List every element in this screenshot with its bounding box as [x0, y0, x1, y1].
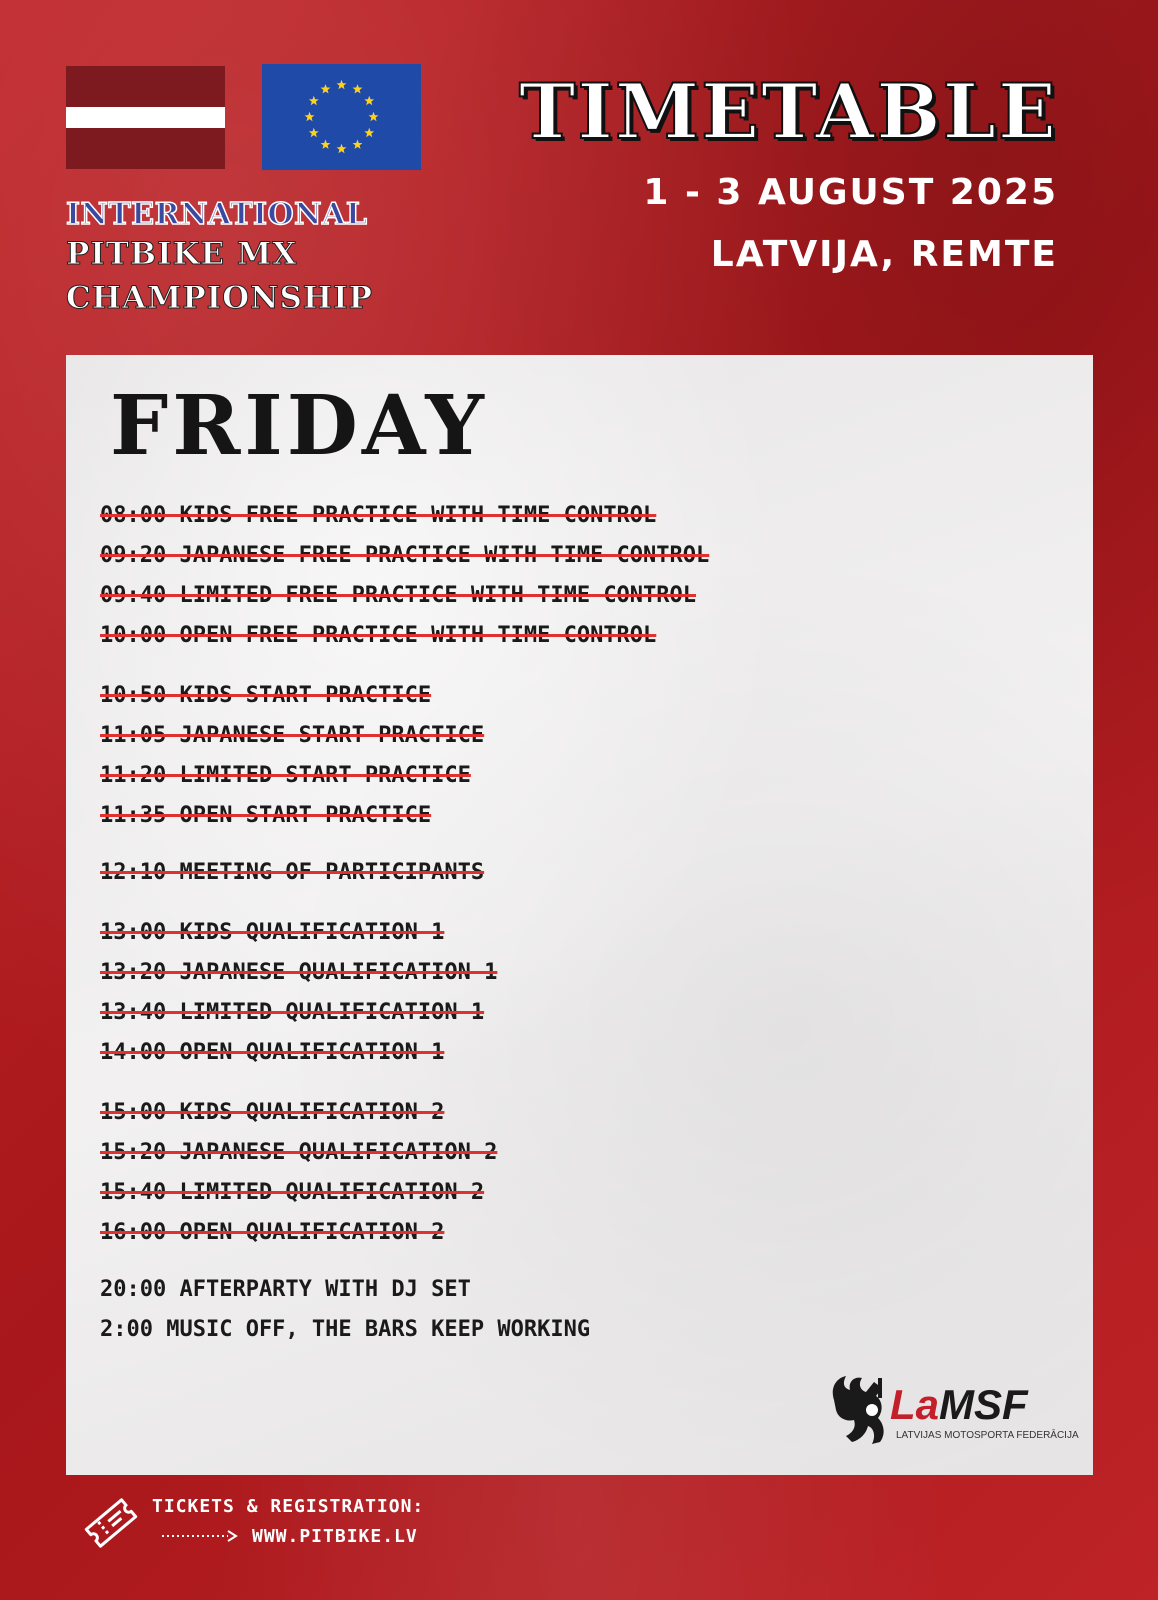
eu-star-icon [321, 84, 331, 93]
schedule-item: 15:00 KIDS QUALIFICATION 2 [100, 1100, 445, 1125]
schedule-item: 11:05 JAPANESE START PRACTICE [100, 723, 485, 748]
schedule-item: 16:00 OPEN QUALIFICATION 2 [100, 1220, 445, 1245]
schedule-item: 20:00 AFTERPARTY WITH DJ SET [100, 1277, 471, 1302]
page-title: TIMETABLE [518, 67, 1058, 156]
eu-star-icon [353, 84, 363, 93]
championship-line-pitbike: PITBIKE MX [66, 236, 298, 272]
schedule-item: 09:20 JAPANESE FREE PRACTICE WITH TIME CONTROL [100, 543, 710, 568]
lamsf-subtitle: LATVIJAS MOTOSPORTA FEDERĀCIJA [896, 1430, 1079, 1441]
schedule-item: 12:10 MEETING OF PARTICIPANTS [100, 860, 485, 885]
schedule-item: 09:40 LIMITED FREE PRACTICE WITH TIME CONTROL [100, 583, 697, 608]
schedule-item: 08:00 KIDS FREE PRACTICE WITH TIME CONTROL [100, 503, 657, 528]
schedule-item: 15:40 LIMITED QUALIFICATION 2 [100, 1180, 485, 1205]
schedule-item: 15:20 JAPANESE QUALIFICATION 2 [100, 1140, 498, 1165]
schedule-item: 13:00 KIDS QUALIFICATION 1 [100, 920, 445, 945]
dotted-arrow-icon [162, 1529, 240, 1543]
schedule-item: 13:40 LIMITED QUALIFICATION 1 [100, 1000, 485, 1025]
latvia-flag [66, 66, 225, 169]
eu-star-icon [353, 140, 363, 149]
schedule-item: 13:20 JAPANESE QUALIFICATION 1 [100, 960, 498, 985]
championship-line-international: INTERNATIONAL [66, 197, 368, 232]
eu-star-icon [305, 112, 315, 121]
eu-star-icon [309, 96, 319, 105]
day-heading: FRIDAY [110, 378, 488, 474]
schedule-item: 11:35 OPEN START PRACTICE [100, 803, 432, 828]
schedule-item: 11:20 LIMITED START PRACTICE [100, 763, 471, 788]
schedule-item: 14:00 OPEN QUALIFICATION 1 [100, 1040, 445, 1065]
lamsf-logo [826, 1370, 1079, 1450]
eu-star-icon [337, 144, 347, 153]
website-link[interactable]: WWW.PITBIKE.LV [252, 1526, 418, 1547]
eu-star-icon [321, 140, 331, 149]
eu-stars-icon [262, 64, 421, 170]
eu-star-icon [364, 96, 374, 105]
schedule-paper [66, 355, 1093, 1475]
eu-star-icon [337, 80, 347, 89]
eu-star-icon [364, 128, 374, 137]
griffin-emblem-icon [826, 1370, 896, 1450]
schedule-item: 10:50 KIDS START PRACTICE [100, 683, 432, 708]
tickets-label: TICKETS & REGISTRATION: [152, 1496, 425, 1517]
event-location: LATVIJA, REMTE [710, 234, 1058, 275]
eu-star-icon [369, 112, 379, 121]
footer [80, 1490, 580, 1570]
event-date: 1 - 3 AUGUST 2025 [643, 172, 1058, 213]
ticket-icon [80, 1492, 142, 1554]
championship-name [66, 198, 373, 320]
lamsf-brand: LaMSF [890, 1381, 1028, 1428]
schedule-item: 10:00 OPEN FREE PRACTICE WITH TIME CONTROL [100, 623, 657, 648]
championship-line-championship: CHAMPIONSHIP [66, 280, 373, 316]
schedule-item: 2:00 MUSIC OFF, THE BARS KEEP WORKING [100, 1317, 591, 1342]
eu-flag [262, 64, 421, 170]
eu-star-icon [309, 128, 319, 137]
